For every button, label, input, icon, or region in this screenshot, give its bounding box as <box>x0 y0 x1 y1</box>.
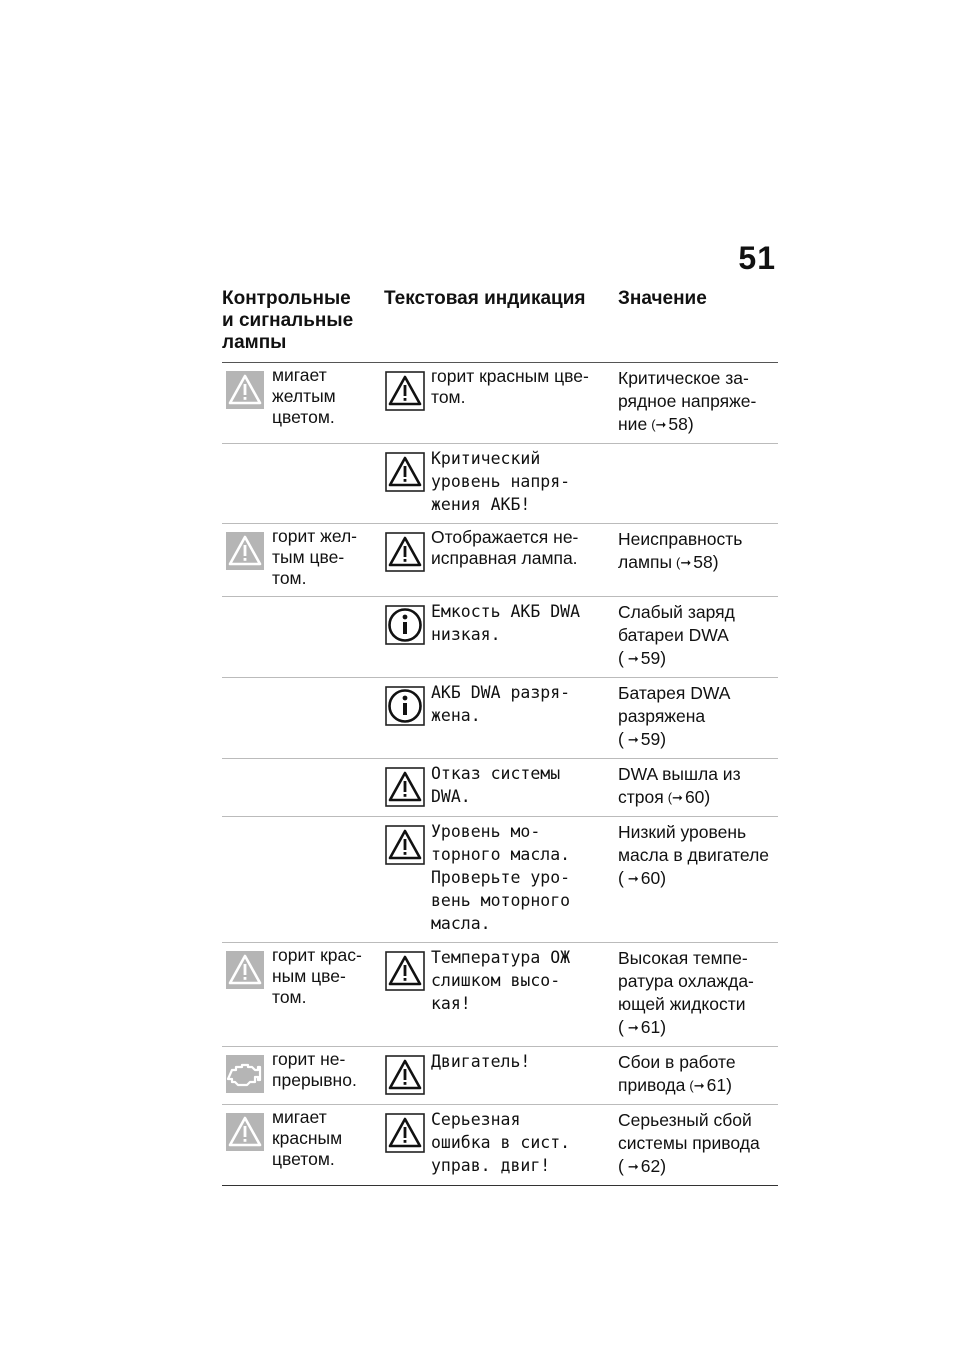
meaning-cell <box>616 763 778 809</box>
table-row <box>222 678 778 759</box>
meaning-cell <box>616 528 778 589</box>
lamp-cell <box>222 367 384 436</box>
warning-triangle-icon <box>226 951 264 989</box>
display-message: Отказ системы DWA. <box>431 764 561 806</box>
table-header <box>222 288 778 363</box>
table-row <box>222 817 778 943</box>
meaning-text: Низкий уровень масла в двигателе ( <box>618 822 770 888</box>
lamp-status-text: горит крас- ным цве- том. <box>272 945 362 1007</box>
page-reference[interactable]: 59) <box>640 648 667 668</box>
warning-triangle-icon <box>226 371 264 409</box>
display-cell <box>384 947 616 1039</box>
meaning-cell <box>616 1109 778 1178</box>
indicator-table <box>222 288 778 1186</box>
display-cell <box>384 367 616 436</box>
display-message: Двигатель! <box>431 1052 531 1071</box>
info-icon <box>385 686 425 726</box>
display-message: горит красным цве- том. <box>431 366 589 407</box>
page-reference[interactable]: 60) <box>640 868 667 888</box>
warning-triangle-icon <box>385 1055 425 1095</box>
page-reference-arrow-icon: ➞ <box>627 732 639 747</box>
table-row <box>222 363 778 444</box>
display-message: Отображается не- исправная лампа. <box>431 527 579 568</box>
lamp-cell <box>222 528 384 589</box>
meaning-cell <box>616 821 778 935</box>
page-reference[interactable]: 61) <box>640 1017 667 1037</box>
info-icon <box>385 605 425 645</box>
table-row <box>222 1047 778 1105</box>
warning-triangle-icon <box>385 1113 425 1153</box>
meaning-text: Высокая темпе- ратура охлажда- ющей жидкости ( <box>618 948 754 1037</box>
display-message: Критический уровень напря- жения АКБ! <box>431 449 571 514</box>
meaning-cell <box>616 367 778 436</box>
lamp-status-text: мигает желтым цветом. <box>272 365 336 427</box>
table-row <box>222 597 778 678</box>
display-cell <box>384 528 616 589</box>
meaning-text: Батарея DWA разряжена ( <box>618 683 731 749</box>
warning-triangle-icon <box>226 1113 264 1151</box>
lamp-status-text: горит не- прерывно. <box>272 1049 357 1090</box>
display-message: АКБ DWA разря- жена. <box>431 683 571 725</box>
page-number: 51 <box>738 240 776 276</box>
meaning-text: Неисправность лампы <box>618 529 743 572</box>
lamp-status-text: мигает красным цветом. <box>272 1107 343 1169</box>
meaning-cell <box>616 1051 778 1097</box>
page-reference-arrow-icon: ➞ <box>627 1159 639 1174</box>
page-reference-arrow-icon: (➞ <box>676 555 692 570</box>
meaning-cell <box>616 448 778 516</box>
warning-triangle-icon <box>385 532 425 572</box>
display-cell <box>384 448 616 516</box>
page-reference-arrow-icon: (➞ <box>667 790 683 805</box>
table-row <box>222 444 778 524</box>
meaning-cell <box>616 601 778 670</box>
lamp-cell <box>222 1051 384 1097</box>
page-reference[interactable]: 62) <box>640 1156 667 1176</box>
warning-triangle-icon <box>385 825 425 865</box>
page-reference-arrow-icon: (➞ <box>651 417 667 432</box>
page-reference-arrow-icon: (➞ <box>689 1078 705 1093</box>
page-reference[interactable]: 59) <box>640 729 667 749</box>
page-reference-arrow-icon: ➞ <box>627 871 639 886</box>
warning-triangle-icon <box>385 767 425 807</box>
lamp-cell <box>222 763 384 809</box>
engine-warning-icon <box>226 1055 264 1093</box>
lamp-status-text: горит жел- тым цве- том. <box>272 526 358 588</box>
meaning-text: Серьезный сбой системы привода ( <box>618 1110 760 1176</box>
table-row <box>222 943 778 1047</box>
table-row <box>222 524 778 597</box>
display-cell <box>384 601 616 670</box>
meaning-text: Сбои в работе привода <box>618 1052 736 1095</box>
table-body <box>222 363 778 1186</box>
page-reference[interactable]: 61) <box>706 1075 732 1095</box>
page-reference[interactable]: 58) <box>693 552 719 572</box>
page-reference[interactable]: 60) <box>684 787 711 807</box>
meaning-text: Слабый заряд батареи DWA ( <box>618 602 735 668</box>
display-cell <box>384 682 616 751</box>
meaning-cell <box>616 682 778 751</box>
display-cell <box>384 821 616 935</box>
warning-triangle-icon <box>385 371 425 411</box>
meaning-text: DWA вышла из строя <box>618 764 741 807</box>
page-reference[interactable]: 58) <box>668 414 694 434</box>
lamp-cell <box>222 1109 384 1178</box>
display-cell <box>384 763 616 809</box>
table-row <box>222 1105 778 1186</box>
display-message: Серьезная ошибка в сист. управ. двиг! <box>431 1110 571 1175</box>
display-cell <box>384 1051 616 1097</box>
meaning-text: Критическое за- рядное напряже- ние <box>618 368 757 434</box>
warning-triangle-icon <box>385 452 425 492</box>
meaning-cell <box>616 947 778 1039</box>
display-message: Температура ОЖ слишком высо- кая! <box>431 948 571 1013</box>
display-cell <box>384 1109 616 1178</box>
warning-triangle-icon <box>385 951 425 991</box>
lamp-cell <box>222 601 384 670</box>
header-display: Текстовая индикация <box>384 288 586 309</box>
warning-triangle-icon <box>226 532 264 570</box>
lamp-cell <box>222 821 384 935</box>
page-reference-arrow-icon: ➞ <box>627 1020 639 1035</box>
lamp-cell <box>222 947 384 1039</box>
display-message: Уровень мо- торного масла. Проверьте уро- вень моторного масла. <box>431 822 571 933</box>
header-meaning: Значение <box>618 288 707 309</box>
lamp-cell <box>222 682 384 751</box>
table-row <box>222 759 778 817</box>
page-reference-arrow-icon: ➞ <box>627 651 639 666</box>
display-message: Емкость АКБ DWA низкая. <box>431 602 581 644</box>
lamp-cell <box>222 448 384 516</box>
header-lamps: Контрольные и сигнальные лампы <box>222 288 354 353</box>
